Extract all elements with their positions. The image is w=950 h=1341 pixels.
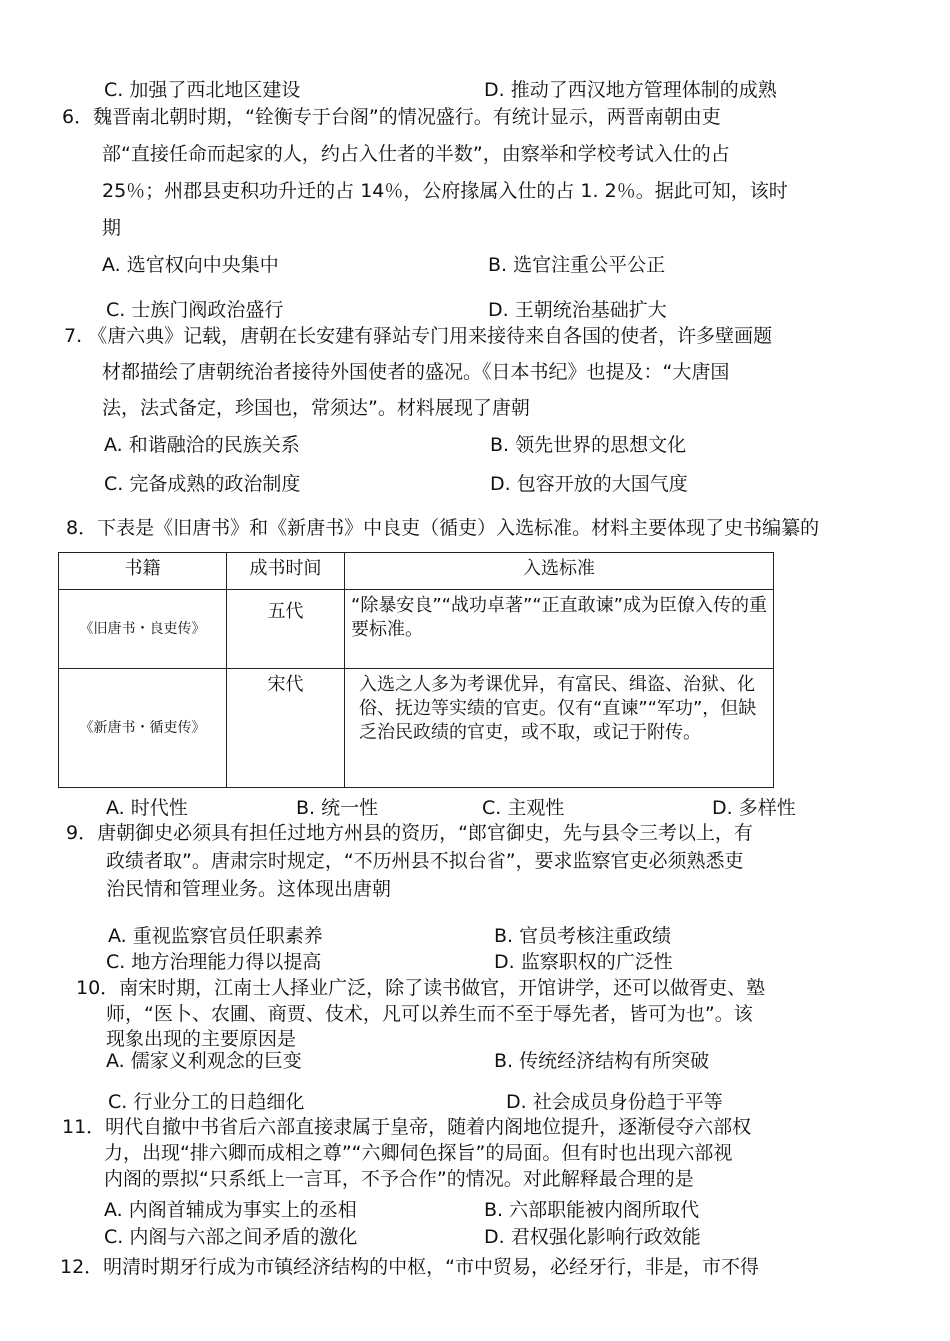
table-row — [59, 669, 774, 788]
q7-option-d: D. 包容开放的大国气度 — [490, 473, 688, 495]
table-header: 成书时间 — [227, 553, 345, 590]
q10-option-b: B. 传统经济结构有所突破 — [494, 1050, 710, 1072]
q8-stem: 8．下表是《旧唐书》和《新唐书》中良吏（循吏）入选标准。材料主要体现了史书编纂的 — [66, 517, 820, 539]
table-cell-time: 五代 — [227, 590, 345, 669]
table-cell-time: 宋代 — [227, 669, 345, 788]
q6-stem-line: 6．魏晋南北朝时期，“铨衡专于台阁”的情况盛行。有统计显示，两晋南朝由吏 — [62, 106, 721, 128]
q5-option-d: D. 推动了西汉地方管理体制的成熟 — [484, 79, 777, 101]
q10-stem-line: 现象出现的主要原因是 — [106, 1028, 297, 1050]
q10-option-c: C. 行业分工的日趋细化 — [108, 1091, 305, 1113]
q11-stem-line: 11．明代自撤中书省后六部直接隶属于皇帝，随着内阁地位提升，逐渐侵夺六部权 — [62, 1116, 752, 1138]
q6-stem-line: 期 — [102, 217, 122, 239]
q9-stem-line: 政绩者取”。唐肃宗时规定，“不历州县不拟台省”，要求监察官吏必须熟悉吏 — [106, 850, 744, 872]
q10-stem-line: 师，“医卜、农圃、商贾、伎术，凡可以养生而不至于辱先者，皆可为也”。该 — [106, 1003, 753, 1025]
q11-option-b: B. 六部职能被内阁所取代 — [484, 1199, 700, 1221]
q9-option-b: B. 官员考核注重政绩 — [494, 925, 672, 947]
table-header-row — [59, 553, 774, 590]
q7-option-c: C. 完备成熟的政治制度 — [104, 473, 301, 495]
q7-stem-line: 7. 《唐六典》记载，唐朝在长安建有驿站专门用来接待来自各国的使者，许多壁画题 — [64, 325, 773, 347]
q10-option-a: A. 儒家义利观念的巨变 — [106, 1050, 302, 1072]
q6-option-a: A. 选官权向中央集中 — [102, 254, 279, 276]
q9-option-d: D. 监察职权的广泛性 — [494, 951, 673, 973]
q11-option-a: A. 内阁首辅成为事实上的丞相 — [104, 1199, 357, 1221]
q6-option-d: D. 王朝统治基础扩大 — [488, 299, 667, 321]
q8-option-d: D. 多样性 — [712, 797, 796, 819]
q8-table — [58, 552, 774, 788]
q11-option-c: C. 内阁与六部之间矛盾的激化 — [104, 1226, 358, 1248]
q12-stem: 12．明清时期牙行成为市镇经济结构的中枢，“市中贸易，必经牙行，非是，市不得 — [60, 1256, 760, 1278]
q9-option-a: A. 重视监察官员任职素养 — [108, 925, 323, 947]
q10-option-d: D. 社会成员身份趋于平等 — [506, 1091, 723, 1113]
q7-option-b: B. 领先世界的思想文化 — [490, 434, 687, 456]
q6-option-c: C. 士族门阀政治盛行 — [106, 299, 284, 321]
table-cell-criteria: “除暴安良”“战功卓著”“正直敢谏”成为臣僚入传的重要标准。 — [345, 590, 774, 669]
q8-option-c: C. 主观性 — [482, 797, 565, 819]
table-header: 入选标准 — [345, 553, 774, 590]
q10-stem-line: 10．南宋时期，江南士人择业广泛，除了读书做官，开馆讲学，还可以做胥吏、塾 — [76, 977, 766, 999]
q7-option-a: A. 和谐融洽的民族关系 — [104, 434, 300, 456]
q8-option-b: B. 统一性 — [296, 797, 379, 819]
table-cell-criteria: 入选之人多为考课优异，有富民、缉盗、治狱、化俗、抚边等实绩的官吏。仅有“直谏”“军功”，但缺乏治民政绩的官吏，或不取，或记于附传。 — [345, 669, 774, 788]
q11-stem-line: 力，出现“排六卿而成相之尊”“六卿伺色探旨”的局面。但有时也出现六部视 — [104, 1142, 733, 1164]
q8-option-a: A. 时代性 — [106, 797, 188, 819]
q6-option-b: B. 选官注重公平公正 — [488, 254, 666, 276]
q9-option-c: C. 地方治理能力得以提高 — [106, 951, 322, 973]
q9-stem-line: 9．唐朝御史必须具有担任过地方州县的资历，“郎官御史，先与县令三考以上，有 — [66, 822, 753, 844]
q6-stem-line: 25％；州郡县吏积功升迁的占 14％，公府掾属入仕的占 1. 2％。据此可知，该时 — [102, 180, 788, 202]
q9-stem-line: 治民情和管理业务。这体现出唐朝 — [106, 878, 392, 900]
table-cell-book: 《旧唐书・良吏传》 — [59, 590, 227, 669]
q5-option-c: C. 加强了西北地区建设 — [104, 79, 301, 101]
q11-stem-line: 内阁的票拟“只系纸上一言耳，不予合作”的情况。对此解释最合理的是 — [104, 1168, 694, 1190]
q6-stem-line: 部“直接任命而起家的人，约占入仕者的半数”，由察举和学校考试入仕的占 — [102, 143, 730, 165]
q11-option-d: D. 君权强化影响行政效能 — [484, 1226, 701, 1248]
q7-stem-line: 法，法式备定，珍国也，常须达”。材料展现了唐朝 — [102, 397, 530, 419]
table-cell-book: 《新唐书・循吏传》 — [59, 669, 227, 788]
table-row — [59, 590, 774, 669]
table-header: 书籍 — [59, 553, 227, 590]
q7-stem-line: 材都描绘了唐朝统治者接待外国使者的盛况。《日本书纪》也提及：“大唐国 — [102, 361, 730, 383]
